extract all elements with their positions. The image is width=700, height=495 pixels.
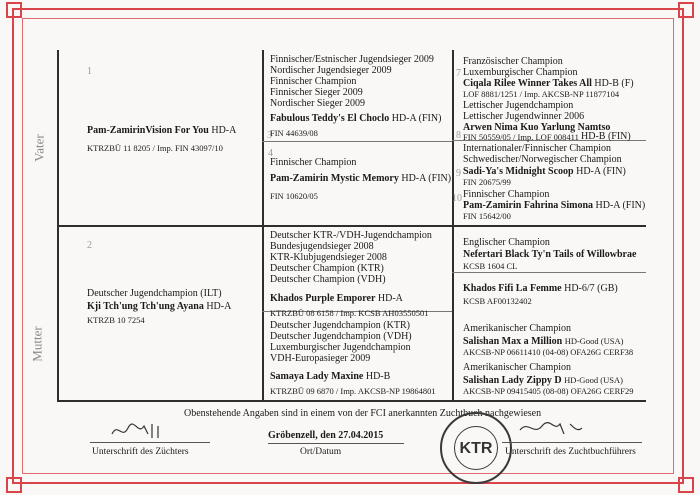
title-line: Lettischer Jugendchampion	[463, 100, 574, 111]
gp2-reg: FIN 10620/05	[270, 191, 318, 201]
ggp4-name: Pam-Zamirin Fahrina Simona	[463, 200, 594, 211]
ancestor-number: 4	[268, 148, 273, 159]
ggp3-name: Sadi-Ya's Midnight Scoop	[463, 166, 574, 177]
corner-ornament-top-left	[6, 2, 22, 18]
sire-name: Pam-ZamirinVision For You	[87, 125, 209, 136]
dam-entry	[87, 301, 231, 312]
gp2-entry	[270, 173, 451, 184]
corner-ornament-top-right	[678, 2, 694, 18]
ggp7-title: Amerikanischer Champion	[463, 323, 572, 334]
ggp5-name: Nefertari Black Ty'n Tails of Willowbrae	[463, 249, 637, 260]
ggp1-name: Ciqala Rilee Winner Takes All	[463, 78, 592, 89]
grid-line-bottom	[57, 400, 646, 402]
title-line: Deutscher Champion (VDH)	[270, 274, 386, 285]
ggp5-reg: KCSB 1604 CL	[463, 261, 518, 271]
gp4-hd: HD-B	[365, 371, 391, 382]
club-stamp	[440, 412, 512, 484]
gp2-hd: HD-A (FIN)	[401, 173, 452, 184]
gp3-titles	[270, 230, 432, 285]
stamp-logo: KTR	[454, 426, 498, 470]
ggp8-reg: AKCSB-NP 09415405 (08-08) OFA26G CERF29	[463, 386, 634, 396]
gp3-name: Khados Purple Emporer	[270, 293, 376, 304]
title-line: Finnischer Champion	[270, 76, 357, 87]
grid-line-middle	[57, 225, 646, 227]
dam-title: Deutscher Jugendchampion (ILT)	[87, 288, 222, 299]
dam-reg: KTRZB 10 7254	[87, 315, 145, 325]
title-line: Nordischer Sieger 2009	[270, 98, 365, 109]
ggp3-hd: HD-A (FIN)	[576, 166, 626, 177]
title-line: Bundesjugendsieger 2008	[270, 241, 374, 252]
title-line: Internationaler/Finnischer Champion	[463, 143, 612, 154]
ggp3-reg: FIN 20675/99	[463, 177, 511, 187]
ggp7-hd: HD-Good (USA)	[564, 336, 624, 346]
ggp7-reg: AKCSB-NP 06611410 (04-08) OFA26G CERF38	[463, 347, 634, 357]
ggp6-entry	[463, 283, 618, 294]
title-line: Finnischer/Estnischer Jugendsieger 2009	[270, 54, 434, 65]
dam-name: Kji Tch'ung Tch'ung Ayana	[87, 301, 204, 312]
ancestor-number: 10	[452, 193, 462, 204]
ggp1-titles	[463, 56, 578, 78]
fci-statement: Obenstehende Angaben sind in einem von der FCI anerkannten Zuchtbuch nachgewiesen	[184, 408, 542, 419]
ggp2-hd: HD-B (FIN)	[581, 131, 631, 142]
gp3-entry	[270, 293, 403, 304]
place-date-line	[268, 443, 404, 444]
ort-datum-label: Ort/Datum	[300, 447, 342, 457]
ancestor-number: 2	[87, 240, 92, 251]
ggp4-hd: HD-A (FIN)	[595, 200, 646, 211]
ancestor-number: 8	[456, 130, 461, 141]
gp3-hd: HD-A	[377, 293, 403, 304]
breeder-signature-label: Unterschrift des Züchters	[92, 447, 189, 457]
sire-entry	[87, 125, 236, 136]
gp1-reg: FIN 44639/08	[270, 128, 318, 138]
ggp3-entry	[463, 166, 626, 177]
title-line: KTR-Klubjugendsieger 2008	[270, 252, 387, 263]
ggp8-entry	[463, 375, 623, 386]
gp4-reg: KTRZBÜ 09 6870 / Imp. AKCSB-NP 19864801	[270, 386, 436, 396]
ancestor-number: 1	[87, 66, 92, 77]
ggp8-name: Salishan Lady Zippy D	[463, 375, 562, 386]
title-line: Luxemburgischer Champion	[463, 67, 578, 78]
gp1-entry	[270, 113, 441, 124]
title-line: Finnischer Sieger 2009	[270, 87, 363, 98]
ggp8-hd: HD-Good (USA)	[564, 375, 623, 385]
ggp4-entry	[463, 200, 645, 211]
place-date: Gröbenzell, den 27.04.2015	[268, 430, 384, 441]
ggp3-titles	[463, 143, 622, 165]
title-line: Deutscher Jugendchampion (VDH)	[270, 331, 412, 342]
corner-ornament-bottom-right	[678, 477, 694, 493]
gp4-entry	[270, 371, 390, 382]
grid-line-ggp5	[452, 272, 646, 273]
gp2-title: Finnischer Champion	[270, 157, 357, 168]
ggp6-reg: KCSB AF00132402	[463, 296, 532, 306]
ggp2-name: Arwen Nima Kuo Yarlung Namtso	[463, 122, 611, 133]
gp4-titles	[270, 320, 412, 364]
title-line: Deutscher KTR-/VDH-Jugendchampion	[270, 230, 432, 241]
ggp7-entry	[463, 336, 623, 347]
ggp6-name: Khados Fifi La Femme	[463, 283, 562, 294]
registrar-signature-line	[502, 442, 642, 443]
ggp4-title: Finnischer Champion	[463, 189, 550, 200]
ggp1-reg: LOF 8881/1251 / Imp. AKCSB-NP 11877104	[463, 89, 620, 99]
ancestor-number: 3	[267, 130, 272, 141]
registrar-signature	[516, 418, 586, 440]
gp1-titles	[270, 54, 434, 109]
gp1-name: Fabulous Teddy's El Choclo	[270, 113, 390, 124]
ggp2-titles	[463, 100, 584, 122]
title-line: Französischer Champion	[463, 56, 563, 67]
gp1-hd: HD-A (FIN)	[391, 113, 442, 124]
ggp5-entry	[463, 249, 636, 260]
ggp7-name: Salishan Max a Million	[463, 336, 563, 347]
ancestor-number: 7	[456, 68, 461, 79]
gp2-name: Pam-Zamirin Mystic Memory	[270, 173, 399, 184]
ancestor-number: 9	[456, 168, 461, 179]
breeder-signature	[108, 420, 168, 442]
sire-hd: HD-A	[211, 125, 237, 136]
mutter-label: Mutter	[29, 326, 45, 362]
ggp1-hd: HD-B (F)	[594, 78, 634, 89]
title-line: Deutscher Jugendchampion (KTR)	[270, 320, 410, 331]
ggp4-reg: FIN 15642/00	[463, 211, 511, 221]
gp3-reg: KTRZBÜ 08 6158 / Imp. KCSB AH03550501	[270, 308, 429, 318]
title-line: Schwedischer/Norwegischer Champion	[463, 154, 622, 165]
corner-ornament-bottom-left	[6, 477, 22, 493]
sire-reg: KTRZBÜ 11 8205 / Imp. FIN 43097/10	[87, 143, 223, 153]
gp4-name: Samaya Lady Maxine	[270, 371, 364, 382]
vater-label: Vater	[31, 134, 47, 162]
ggp2-reg: FIN 50559/05 / Imp. LOF 008411	[463, 132, 579, 142]
ggp8-title: Amerikanischer Champion	[463, 362, 572, 373]
dam-hd: HD-A	[206, 301, 232, 312]
ggp6-hd: HD-6/7 (GB)	[564, 283, 618, 294]
breeder-signature-line	[90, 442, 210, 443]
title-line: VDH-Europasieger 2009	[270, 353, 371, 364]
title-line: Luxemburgischer Jugendchampion	[270, 342, 411, 353]
title-line: Lettischer Jugendwinner 2006	[463, 111, 585, 122]
ggp5-title: Englischer Champion	[463, 237, 550, 248]
grid-line-gp1	[262, 141, 452, 142]
registrar-signature-label: Unterschrift des Zuchtbuchführers	[505, 447, 636, 457]
title-line: Nordischer Jugendsieger 2009	[270, 65, 392, 76]
title-line: Deutscher Champion (KTR)	[270, 263, 384, 274]
ggp1-entry	[463, 78, 634, 89]
